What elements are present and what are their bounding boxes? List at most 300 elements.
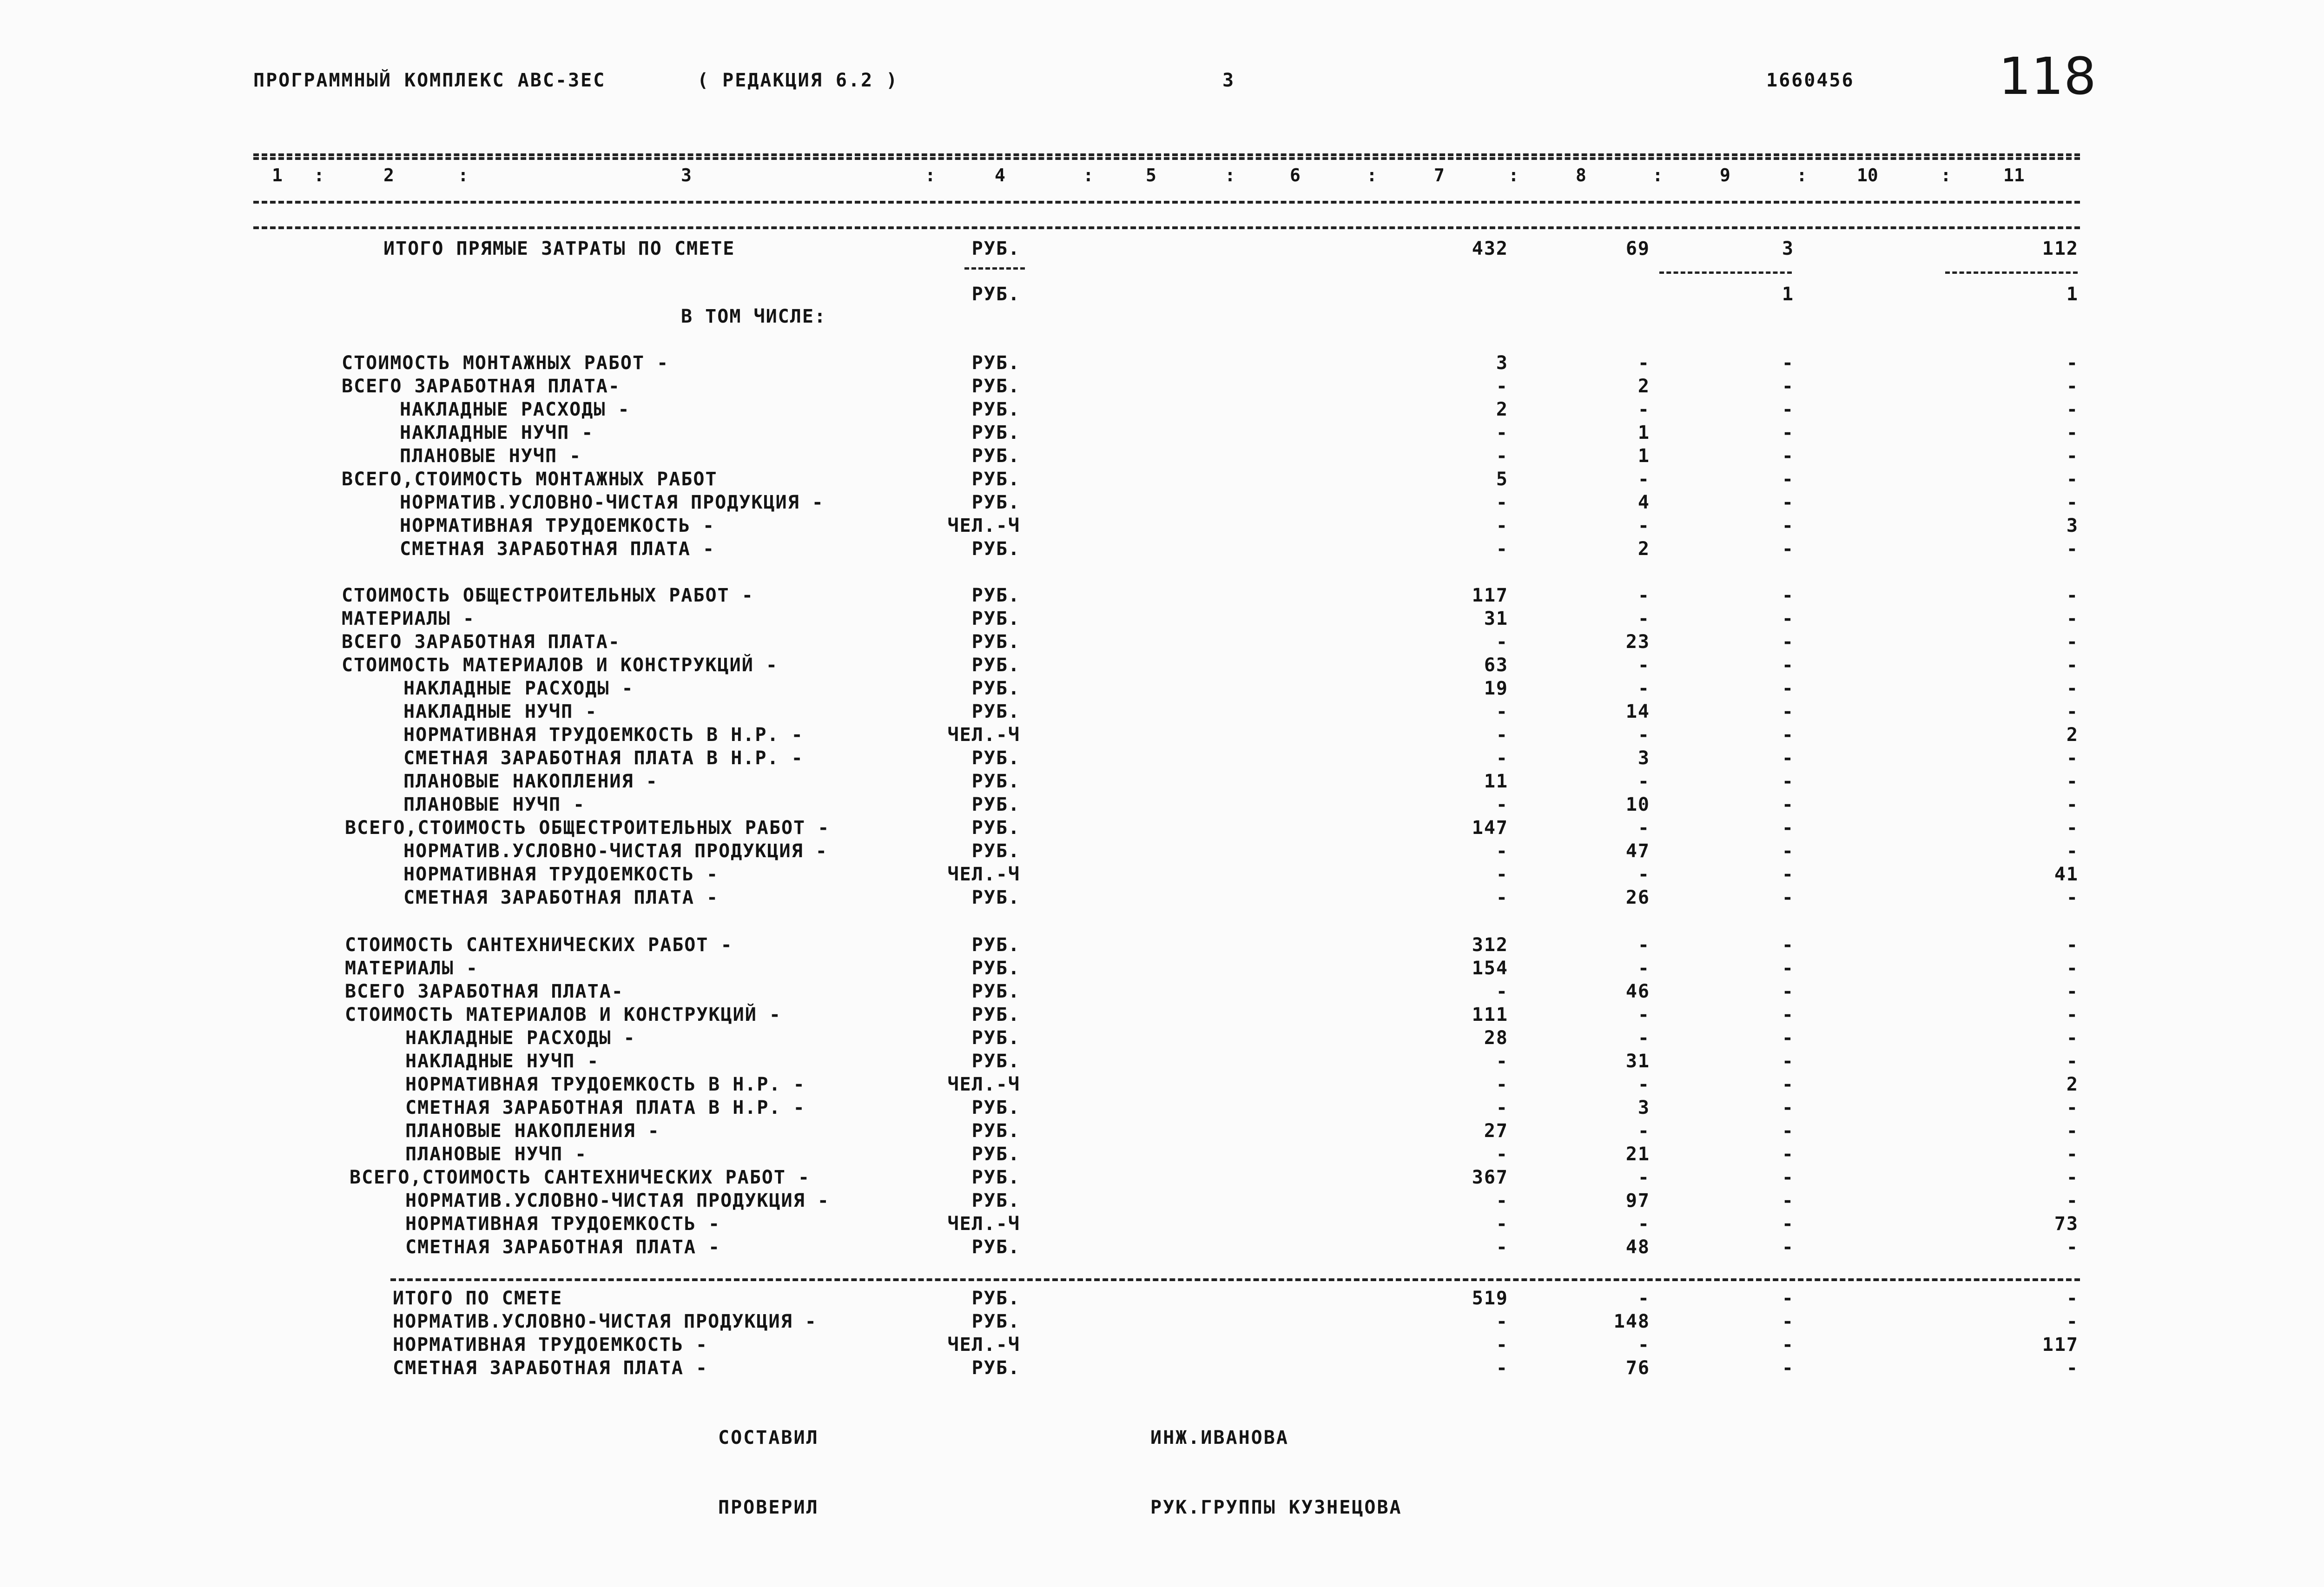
col-num-2: 2 — [383, 165, 394, 185]
cell-col9: - — [1782, 492, 1794, 513]
cell-col8: - — [1637, 817, 1650, 839]
row-unit: РУБ. — [971, 1311, 1020, 1332]
checked-by-label: ПРОВЕРИЛ — [718, 1497, 819, 1518]
cell-col11: - — [2066, 376, 2079, 397]
table-row — [0, 840, 2324, 864]
cell-col9: - — [1782, 958, 1794, 979]
cell-col9: - — [1782, 1213, 1794, 1235]
table-row — [0, 515, 2324, 538]
cell-col9: - — [1782, 1120, 1794, 1142]
table-row — [0, 1051, 2324, 1074]
cell-col9: - — [1782, 864, 1794, 885]
cell-col8: 1 — [1637, 422, 1650, 443]
cell-col11: 1 — [2066, 284, 2079, 305]
header-rule-bottom-2 — [253, 226, 2080, 229]
row-unit: РУБ. — [971, 817, 1020, 839]
row-unit: ЧЕЛ.-Ч — [947, 1074, 1020, 1095]
row-label: НАКЛАДНЫЕ НУЧП - — [400, 422, 594, 443]
cell-col11: - — [2066, 934, 2079, 956]
row-unit: РУБ. — [971, 1097, 1020, 1118]
table-row — [0, 887, 2324, 910]
cell-col9: - — [1782, 352, 1794, 374]
cell-col11: - — [2066, 1097, 2079, 1118]
row-unit: РУБ. — [971, 678, 1020, 699]
cell-col7: - — [1496, 515, 1508, 536]
row-label: НОРМАТИВ.УСЛОВНО-ЧИСТАЯ ПРОДУКЦИЯ - — [393, 1311, 817, 1332]
row-label: НОРМАТИВНАЯ ТРУДОЕМКОСТЬ В Н.Р. - — [403, 724, 804, 746]
col-sep: : — [925, 165, 936, 185]
cell-col9: - — [1782, 1051, 1794, 1072]
row-label: СМЕТНАЯ ЗАРАБОТНАЯ ПЛАТА В Н.Р. - — [403, 747, 804, 769]
cell-col8: - — [1637, 771, 1650, 792]
col-sep: : — [314, 165, 324, 185]
cell-col8: - — [1637, 1334, 1650, 1356]
table-row — [0, 981, 2324, 1004]
row-unit: РУБ. — [971, 1144, 1020, 1165]
row-label: ИТОГО ПО СМЕТЕ — [393, 1288, 563, 1309]
cell-col11: - — [2066, 1144, 2079, 1165]
cell-col7: - — [1496, 445, 1508, 467]
cell-col8: - — [1637, 608, 1650, 629]
cell-col8: 2 — [1637, 376, 1650, 397]
table-row — [0, 1311, 2324, 1334]
row-label: НОРМАТИВ.УСЛОВНО-ЧИСТАЯ ПРОДУКЦИЯ - — [403, 840, 828, 862]
table-row — [0, 1120, 2324, 1144]
cell-col9: - — [1782, 981, 1794, 1002]
table-row — [0, 422, 2324, 445]
cell-col7: - — [1496, 1074, 1508, 1095]
col-num-10: 10 — [1857, 165, 1878, 185]
cell-col11: 112 — [2042, 238, 2079, 259]
row-unit: РУБ. — [971, 840, 1020, 862]
cell-col9: - — [1782, 422, 1794, 443]
row-unit: РУБ. — [971, 1288, 1020, 1309]
cell-col8: - — [1637, 1027, 1650, 1049]
row-unit: РУБ. — [971, 1120, 1020, 1142]
table-row — [0, 399, 2324, 422]
sheet-number: 3 — [1222, 70, 1235, 91]
row-unit: РУБ. — [971, 585, 1020, 606]
cell-col9: - — [1782, 1334, 1794, 1356]
cell-col8: - — [1637, 724, 1650, 746]
cell-col9: - — [1782, 1237, 1794, 1258]
cell-col11: - — [2066, 1167, 2079, 1188]
cell-col11: - — [2066, 1190, 2079, 1211]
col11-subtotal-rule — [1945, 271, 2078, 274]
cell-col8: 46 — [1625, 981, 1650, 1002]
cell-col11: - — [2066, 399, 2079, 420]
cell-col11: - — [2066, 840, 2079, 862]
table-row — [0, 538, 2324, 562]
header-rule-top — [253, 153, 2080, 156]
row-label: СТОИМОСТЬ САНТЕХНИЧЕСКИХ РАБОТ - — [345, 934, 733, 956]
row-unit: РУБ. — [971, 981, 1020, 1002]
cell-col11: - — [2066, 445, 2079, 467]
cell-col8: - — [1637, 1288, 1650, 1309]
table-row — [0, 492, 2324, 515]
cell-col7: 11 — [1484, 771, 1508, 792]
cell-col8: 48 — [1625, 1237, 1650, 1258]
row-label: ВСЕГО ЗАРАБОТНАЯ ПЛАТА- — [345, 981, 624, 1002]
table-row — [0, 376, 2324, 399]
table-row — [0, 934, 2324, 958]
table-row — [0, 469, 2324, 492]
cell-col9: - — [1782, 724, 1794, 746]
cell-col11: - — [2066, 1237, 2079, 1258]
row-label: СМЕТНАЯ ЗАРАБОТНАЯ ПЛАТА - — [405, 1237, 721, 1258]
cell-col8: - — [1637, 585, 1650, 606]
row-label: НАКЛАДНЫЕ РАСХОДЫ - — [403, 678, 634, 699]
cell-col8: - — [1637, 678, 1650, 699]
cell-col11: - — [2066, 492, 2079, 513]
cell-col11: - — [2066, 631, 2079, 653]
table-row — [0, 655, 2324, 678]
row-label: ПЛАНОВЫЕ НАКОПЛЕНИЯ - — [405, 1120, 660, 1142]
cell-col9: - — [1782, 678, 1794, 699]
cell-col11: - — [2066, 794, 2079, 815]
cell-col11: - — [2066, 1051, 2079, 1072]
table-row — [0, 238, 2324, 261]
cell-col7: - — [1496, 1357, 1508, 1379]
cell-col11: - — [2066, 981, 2079, 1002]
cell-col7: - — [1496, 376, 1508, 397]
cell-col11: - — [2066, 701, 2079, 722]
cell-col9: - — [1782, 747, 1794, 769]
table-row — [0, 608, 2324, 631]
cell-col7: - — [1496, 701, 1508, 722]
row-unit: РУБ. — [971, 422, 1020, 443]
cell-col11: - — [2066, 1004, 2079, 1025]
row-label: ВСЕГО,СТОИМОСТЬ ОБЩЕСТРОИТЕЛЬНЫХ РАБОТ - — [345, 817, 830, 839]
row-unit: РУБ. — [971, 1167, 1020, 1188]
cell-col11: - — [2066, 1311, 2079, 1332]
cell-col7: - — [1496, 1311, 1508, 1332]
row-unit: РУБ. — [971, 934, 1020, 956]
cell-col8: 31 — [1625, 1051, 1650, 1072]
cell-col7: 5 — [1496, 469, 1508, 490]
table-row — [0, 1213, 2324, 1237]
cell-col8: - — [1637, 515, 1650, 536]
cell-col7: - — [1496, 887, 1508, 908]
cell-col9: - — [1782, 840, 1794, 862]
cell-col7: 31 — [1484, 608, 1508, 629]
cell-col7: - — [1496, 724, 1508, 746]
cell-col8: 2 — [1637, 538, 1650, 560]
row-unit: РУБ. — [971, 238, 1020, 259]
row-label: НАКЛАДНЫЕ РАСХОДЫ - — [405, 1027, 636, 1049]
cell-col8: 23 — [1625, 631, 1650, 653]
cell-col8: 26 — [1625, 887, 1650, 908]
cell-col8: - — [1637, 864, 1650, 885]
cell-col8: 3 — [1637, 1097, 1650, 1118]
cell-col8: - — [1637, 1167, 1650, 1188]
col-num-5: 5 — [1146, 165, 1156, 185]
cell-col9: - — [1782, 655, 1794, 676]
row-unit: РУБ. — [971, 352, 1020, 374]
row-unit: РУБ. — [971, 655, 1020, 676]
cell-col9: - — [1782, 1167, 1794, 1188]
row-label: ПЛАНОВЫЕ НАКОПЛЕНИЯ - — [403, 771, 658, 792]
table-row — [0, 864, 2324, 887]
cell-col7: - — [1496, 1334, 1508, 1356]
table-row — [0, 1027, 2324, 1051]
cell-col11: - — [2066, 958, 2079, 979]
cell-col11: - — [2066, 585, 2079, 606]
row-unit: ЧЕЛ.-Ч — [947, 864, 1020, 885]
row-label: ПЛАНОВЫЕ НУЧП - — [400, 445, 582, 467]
cell-col9: - — [1782, 608, 1794, 629]
row-label: СМЕТНАЯ ЗАРАБОТНАЯ ПЛАТА - — [393, 1357, 708, 1379]
col-num-7: 7 — [1434, 165, 1445, 185]
cell-col7: - — [1496, 1237, 1508, 1258]
cell-col7: - — [1496, 1144, 1508, 1165]
row-label: СМЕТНАЯ ЗАРАБОТНАЯ ПЛАТА - — [403, 887, 719, 908]
row-label: НОРМАТИВ.УСЛОВНО-ЧИСТАЯ ПРОДУКЦИЯ - — [405, 1190, 830, 1211]
cell-col11: 2 — [2066, 1074, 2079, 1095]
row-unit: РУБ. — [971, 376, 1020, 397]
row-unit: РУБ. — [971, 701, 1020, 722]
row-label: НОРМАТИВНАЯ ТРУДОЕМКОСТЬ - — [400, 515, 715, 536]
cell-col8: - — [1637, 1004, 1650, 1025]
col-sep: : — [1367, 165, 1377, 185]
cell-col7: - — [1496, 631, 1508, 653]
col-num-1: 1 — [272, 165, 283, 185]
row-label: ВСЕГО,СТОИМОСТЬ САНТЕХНИЧЕСКИХ РАБОТ - — [350, 1167, 811, 1188]
cell-col9: - — [1782, 376, 1794, 397]
cell-col9: - — [1782, 1357, 1794, 1379]
row-unit: РУБ. — [971, 631, 1020, 653]
row-label: СТОИМОСТЬ МОНТАЖНЫХ РАБОТ - — [342, 352, 669, 374]
cell-col7: 519 — [1472, 1288, 1508, 1309]
row-unit: РУБ. — [971, 399, 1020, 420]
table-row — [0, 701, 2324, 724]
compiled-by-label: СОСТАВИЛ — [718, 1427, 819, 1448]
row-label: СМЕТНАЯ ЗАРАБОТНАЯ ПЛАТА В Н.Р. - — [405, 1097, 805, 1118]
cell-col11: - — [2066, 608, 2079, 629]
cell-col9: 3 — [1782, 238, 1794, 259]
cell-col7: 147 — [1472, 817, 1508, 839]
cell-col7: 312 — [1472, 934, 1508, 956]
cell-col11: - — [2066, 1288, 2079, 1309]
table-row — [0, 284, 2324, 307]
row-label: НОРМАТИВНАЯ ТРУДОЕМКОСТЬ - — [403, 864, 719, 885]
row-unit: ЧЕЛ.-Ч — [947, 515, 1020, 536]
cell-col9: - — [1782, 1144, 1794, 1165]
col-num-4: 4 — [995, 165, 1005, 185]
cell-col8: - — [1637, 469, 1650, 490]
row-label: ИТОГО ПРЯМЫЕ ЗАТРАТЫ ПО СМЕТЕ — [383, 238, 735, 259]
col-sep: : — [1083, 165, 1094, 185]
row-unit: РУБ. — [971, 1051, 1020, 1072]
cell-col11: 73 — [2054, 1213, 2079, 1235]
col-num-8: 8 — [1576, 165, 1586, 185]
table-row — [0, 352, 2324, 376]
col9-subtotal-rule — [1659, 271, 1792, 274]
cell-col7: - — [1496, 981, 1508, 1002]
row-label: СМЕТНАЯ ЗАРАБОТНАЯ ПЛАТА - — [400, 538, 715, 560]
col-sep: : — [1941, 165, 1951, 185]
col-sep: : — [1225, 165, 1235, 185]
cell-col8: 3 — [1637, 747, 1650, 769]
cell-col9: - — [1782, 631, 1794, 653]
cell-col11: 41 — [2054, 864, 2079, 885]
cell-col8: 47 — [1625, 840, 1650, 862]
cell-col7: - — [1496, 1097, 1508, 1118]
cell-col8: - — [1637, 958, 1650, 979]
cell-col11: - — [2066, 352, 2079, 374]
cell-col7: 2 — [1496, 399, 1508, 420]
compiled-by-name: ИНЖ.ИВАНОВА — [1150, 1427, 1289, 1448]
cell-col7: 111 — [1472, 1004, 1508, 1025]
cell-col8: 21 — [1625, 1144, 1650, 1165]
cell-col11: - — [2066, 887, 2079, 908]
table-row — [0, 1334, 2324, 1357]
cell-col9: - — [1782, 934, 1794, 956]
cell-col7: 28 — [1484, 1027, 1508, 1049]
row-unit: РУБ. — [971, 1004, 1020, 1025]
cell-col11: 117 — [2042, 1334, 2079, 1356]
row-label: НОРМАТИВНАЯ ТРУДОЕМКОСТЬ - — [405, 1213, 721, 1235]
cell-col7: 117 — [1472, 585, 1508, 606]
table-row — [0, 747, 2324, 771]
table-row — [0, 1167, 2324, 1190]
table-row — [0, 1237, 2324, 1260]
table-row — [0, 817, 2324, 840]
cell-col7: - — [1496, 1051, 1508, 1072]
cell-col8: - — [1637, 1120, 1650, 1142]
row-label: СТОИМОСТЬ МАТЕРИАЛОВ И КОНСТРУКЦИЙ - — [342, 655, 778, 676]
row-label: ПЛАНОВЫЕ НУЧП - — [403, 794, 586, 815]
program-title: ПРОГРАММНЫЙ КОМПЛЕКС АВС-3ЕС — [253, 70, 606, 91]
cell-col8: - — [1637, 352, 1650, 374]
col-num-3: 3 — [681, 165, 692, 185]
cell-col8: 148 — [1613, 1311, 1650, 1332]
cell-col7: 3 — [1496, 352, 1508, 374]
cell-col11: - — [2066, 747, 2079, 769]
row-unit: РУБ. — [971, 1027, 1020, 1049]
cell-col8: 14 — [1625, 701, 1650, 722]
row-label: ВСЕГО ЗАРАБОТНАЯ ПЛАТА- — [342, 631, 621, 653]
cell-col7: 63 — [1484, 655, 1508, 676]
row-unit: ЧЕЛ.-Ч — [947, 724, 1020, 746]
cell-col7: 19 — [1484, 678, 1508, 699]
table-row — [0, 445, 2324, 469]
cell-col9: - — [1782, 817, 1794, 839]
cell-col8: - — [1637, 1213, 1650, 1235]
cell-col7: - — [1496, 1213, 1508, 1235]
col-sep: : — [1652, 165, 1663, 185]
cell-col9: - — [1782, 515, 1794, 536]
cell-col11: - — [2066, 1027, 2079, 1049]
header-rule-bottom — [253, 201, 2080, 204]
cell-col7: - — [1496, 840, 1508, 862]
cell-col11: - — [2066, 422, 2079, 443]
row-label: ВСЕГО ЗАРАБОТНАЯ ПЛАТА- — [342, 376, 621, 397]
cell-col11: - — [2066, 469, 2079, 490]
row-unit: РУБ. — [971, 538, 1020, 560]
table-row — [0, 1074, 2324, 1097]
cell-col11: - — [2066, 817, 2079, 839]
table-row — [0, 771, 2324, 794]
row-label: НОРМАТИВНАЯ ТРУДОЕМКОСТЬ В Н.Р. - — [405, 1074, 805, 1095]
cell-col11: - — [2066, 1120, 2079, 1142]
table-row — [0, 724, 2324, 747]
row-unit: РУБ. — [971, 492, 1020, 513]
table-row — [0, 306, 2324, 329]
col-num-6: 6 — [1290, 165, 1301, 185]
row-unit: РУБ. — [971, 1237, 1020, 1258]
cell-col7: - — [1496, 538, 1508, 560]
cell-col9: - — [1782, 399, 1794, 420]
cell-col11: - — [2066, 678, 2079, 699]
cell-col8: - — [1637, 934, 1650, 956]
row-label: МАТЕРИАЛЫ - — [345, 958, 478, 979]
cell-col11: - — [2066, 538, 2079, 560]
row-unit: РУБ. — [971, 771, 1020, 792]
page-number: 118 — [1999, 46, 2096, 106]
checked-by-name: РУК.ГРУППЫ КУЗНЕЦОВА — [1150, 1497, 1402, 1518]
cell-col7: 367 — [1472, 1167, 1508, 1188]
cell-col8: 69 — [1625, 238, 1650, 259]
col-num-11: 11 — [2003, 165, 2025, 185]
cell-col9: - — [1782, 538, 1794, 560]
row-label: НАКЛАДНЫЕ НУЧП - — [403, 701, 598, 722]
row-label: СТОИМОСТЬ ОБЩЕСТРОИТЕЛЬНЫХ РАБОТ - — [342, 585, 754, 606]
row-label: НОРМАТИВНАЯ ТРУДОЕМКОСТЬ - — [393, 1334, 708, 1356]
row-unit: РУБ. — [971, 1190, 1020, 1211]
cell-col11: - — [2066, 1357, 2079, 1379]
cell-col7: 27 — [1484, 1120, 1508, 1142]
table-row — [0, 1097, 2324, 1120]
cell-col9: - — [1782, 1097, 1794, 1118]
table-row — [0, 794, 2324, 817]
cell-col8: 97 — [1625, 1190, 1650, 1211]
col-num-9: 9 — [1720, 165, 1730, 185]
col-sep: : — [1796, 165, 1807, 185]
cell-col8: 10 — [1625, 794, 1650, 815]
table-row — [0, 1004, 2324, 1027]
row-unit: РУБ. — [971, 794, 1020, 815]
cell-col9: - — [1782, 469, 1794, 490]
cell-col9: - — [1782, 1074, 1794, 1095]
cell-col9: - — [1782, 887, 1794, 908]
row-unit: РУБ. — [971, 747, 1020, 769]
cell-col11: - — [2066, 771, 2079, 792]
row-label: ВСЕГО,СТОИМОСТЬ МОНТАЖНЫХ РАБОТ — [342, 469, 718, 490]
row-label: НОРМАТИВ.УСЛОВНО-ЧИСТАЯ ПРОДУКЦИЯ - — [400, 492, 824, 513]
cell-col9: - — [1782, 445, 1794, 467]
table-row — [0, 1144, 2324, 1167]
row-label: МАТЕРИАЛЫ - — [342, 608, 475, 629]
row-unit: РУБ. — [971, 1357, 1020, 1379]
table-row — [0, 1357, 2324, 1381]
cell-col9: - — [1782, 701, 1794, 722]
cell-col9: - — [1782, 1311, 1794, 1332]
row-unit: ЧЕЛ.-Ч — [947, 1334, 1020, 1356]
cell-col7: - — [1496, 422, 1508, 443]
cell-col11: - — [2066, 655, 2079, 676]
cell-col7: 432 — [1472, 238, 1508, 259]
cell-col7: - — [1496, 1190, 1508, 1211]
row-label: НАКЛАДНЫЕ НУЧП - — [405, 1051, 600, 1072]
row-unit: РУБ. — [971, 445, 1020, 467]
cell-col9: - — [1782, 1027, 1794, 1049]
row-unit: РУБ. — [971, 469, 1020, 490]
col-sep: : — [1508, 165, 1519, 185]
cell-col8: 1 — [1637, 445, 1650, 467]
total-rule — [390, 1278, 2080, 1281]
table-row — [0, 1190, 2324, 1213]
